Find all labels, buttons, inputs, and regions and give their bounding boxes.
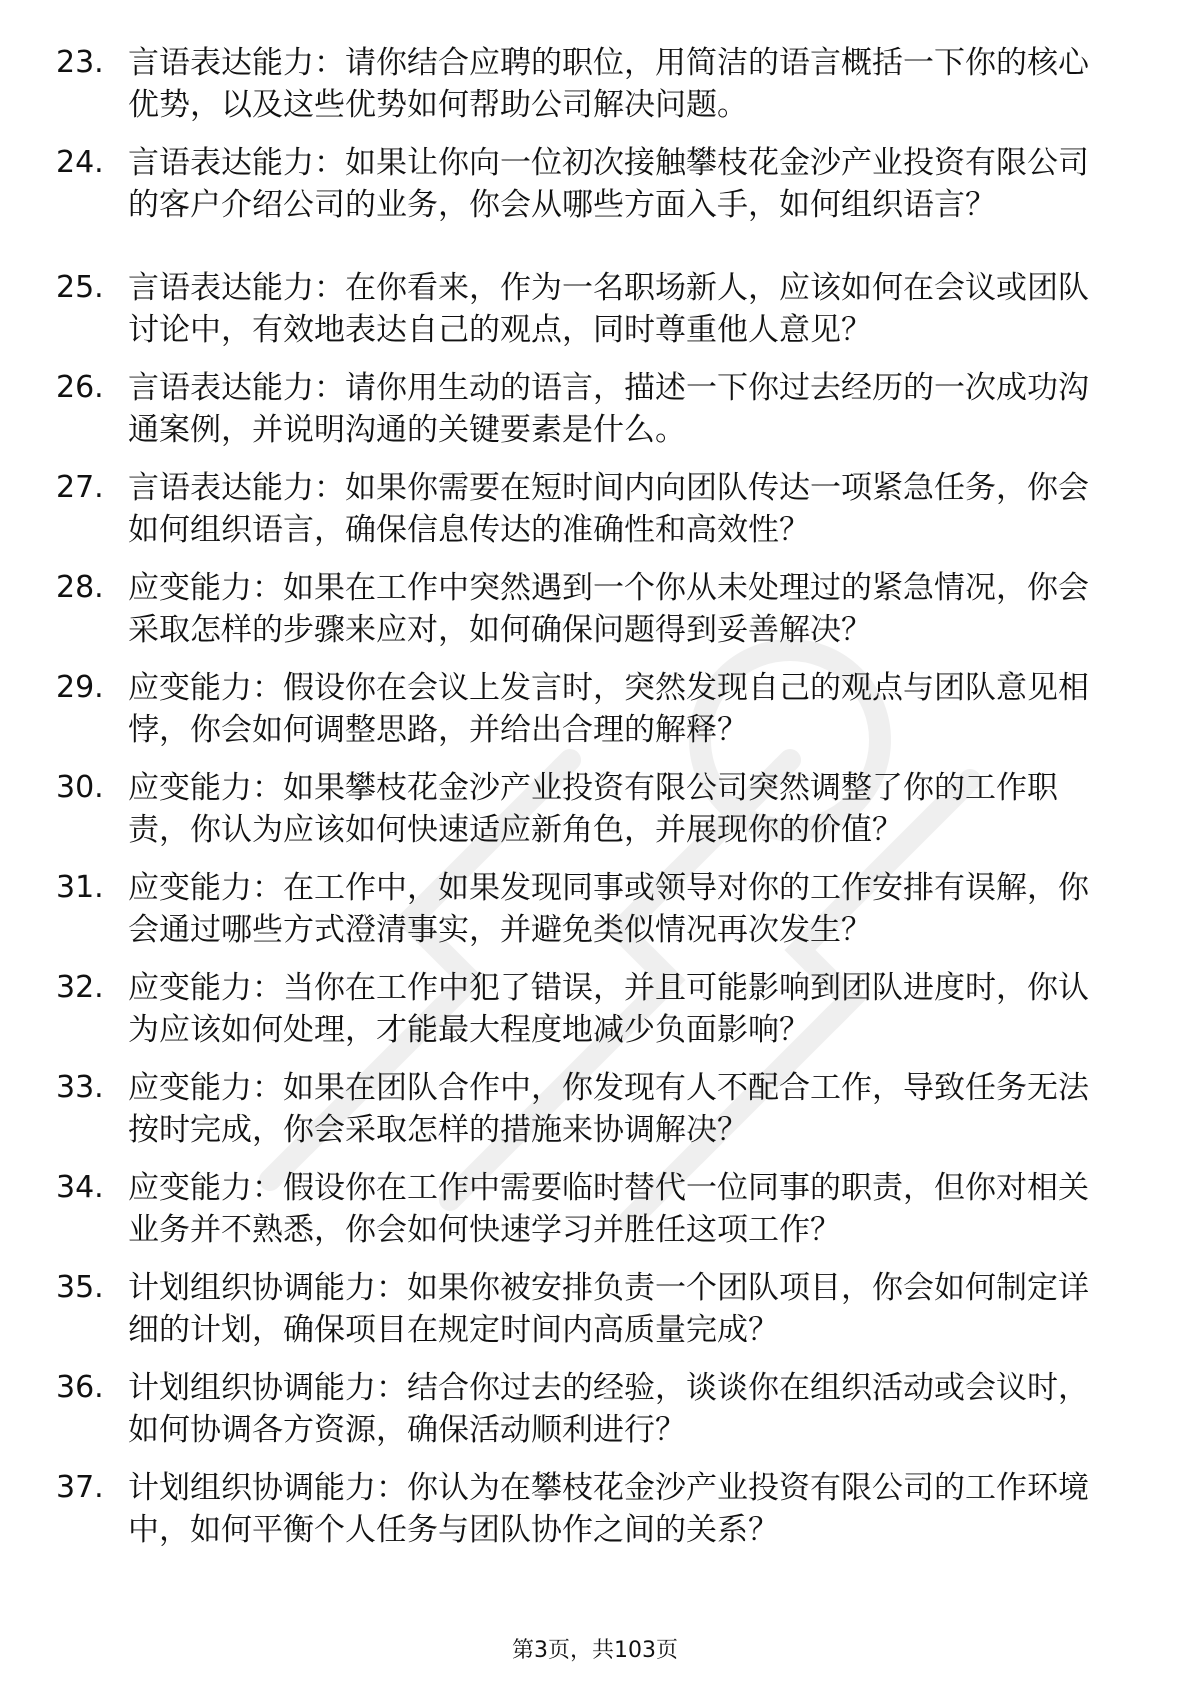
- question-number: 27.: [56, 470, 104, 505]
- question-number: 23.: [56, 45, 104, 80]
- question-number: 36.: [56, 1370, 104, 1405]
- question-number: 30.: [56, 770, 104, 805]
- question-item: [0, 1467, 1190, 1567]
- question-text: 应变能力：在工作中，如果发现同事或领导对你的工作安排有误解，你会通过哪些方式澄清事实，并避免类似情况再次发生？: [128, 870, 1089, 948]
- question-number: 34.: [56, 1170, 104, 1205]
- question-number: 31.: [56, 870, 104, 905]
- question-text: 言语表达能力：在你看来，作为一名职场新人，应该如何在会议或团队讨论中，有效地表达自己的观点，同时尊重他人意见？: [128, 270, 1089, 348]
- question-number: 35.: [56, 1270, 104, 1305]
- question-item: [0, 267, 1190, 367]
- question-text: 应变能力：假设你在会议上发言时，突然发现自己的观点与团队意见相悖，你会如何调整思路，并给出合理的解释？: [128, 670, 1089, 748]
- question-text: 计划组织协调能力：你认为在攀枝花金沙产业投资有限公司的工作环境中，如何平衡个人任务与团队协作之间的关系？: [128, 1470, 1089, 1548]
- question-item: [0, 1267, 1190, 1367]
- question-number: 24.: [56, 145, 104, 180]
- question-item: [0, 567, 1190, 667]
- question-item: [0, 767, 1190, 867]
- question-text: 言语表达能力：请你结合应聘的职位，用简洁的语言概括一下你的核心优势，以及这些优势如何帮助公司解决问题。: [128, 45, 1089, 123]
- question-text: 言语表达能力：请你用生动的语言，描述一下你过去经历的一次成功沟通案例，并说明沟通的关键要素是什么。: [128, 370, 1089, 448]
- question-number: 29.: [56, 670, 104, 705]
- question-item: [0, 42, 1190, 142]
- question-number: 25.: [56, 270, 104, 305]
- question-text: 应变能力：假设你在工作中需要临时替代一位同事的职责，但你对相关业务并不熟悉，你会如何快速学习并胜任这项工作？: [128, 1170, 1089, 1248]
- question-list: [0, 42, 1190, 1567]
- question-text: 应变能力：如果攀枝花金沙产业投资有限公司突然调整了你的工作职责，你认为应该如何快速适应新角色，并展现你的价值？: [128, 770, 1058, 848]
- question-item: [0, 1167, 1190, 1267]
- question-item: [0, 367, 1190, 467]
- question-text: 应变能力：如果在团队合作中，你发现有人不配合工作，导致任务无法按时完成，你会采取怎样的措施来协调解决？: [128, 1070, 1089, 1148]
- question-number: 33.: [56, 1070, 104, 1105]
- question-text: 计划组织协调能力：结合你过去的经验，谈谈你在组织活动或会议时，如何协调各方资源，确保活动顺利进行？: [128, 1370, 1089, 1448]
- page-number-footer: 第3页，共103页: [512, 1638, 678, 1663]
- question-text: 言语表达能力：如果你需要在短时间内向团队传达一项紧急任务，你会如何组织语言，确保信息传达的准确性和高效性？: [128, 470, 1089, 548]
- question-number: 26.: [56, 370, 104, 405]
- question-number: 32.: [56, 970, 104, 1005]
- question-item: [0, 1367, 1190, 1467]
- question-number: 28.: [56, 570, 104, 605]
- question-item: [0, 467, 1190, 567]
- question-number: 37.: [56, 1470, 104, 1505]
- question-item: [0, 867, 1190, 967]
- question-text: 计划组织协调能力：如果你被安排负责一个团队项目，你会如何制定详细的计划，确保项目在规定时间内高质量完成？: [128, 1270, 1089, 1348]
- question-text: 应变能力：当你在工作中犯了错误，并且可能影响到团队进度时，你认为应该如何处理，才能最大程度地减少负面影响？: [128, 970, 1089, 1048]
- question-item: [0, 667, 1190, 767]
- question-text: 应变能力：如果在工作中突然遇到一个你从未处理过的紧急情况，你会采取怎样的步骤来应对，如何确保问题得到妥善解决？: [128, 570, 1089, 648]
- question-item: [0, 142, 1190, 267]
- question-text: 言语表达能力：如果让你向一位初次接触攀枝花金沙产业投资有限公司的客户介绍公司的业务，你会从哪些方面入手，如何组织语言？: [128, 145, 1089, 223]
- question-item: [0, 1067, 1190, 1167]
- question-item: [0, 967, 1190, 1067]
